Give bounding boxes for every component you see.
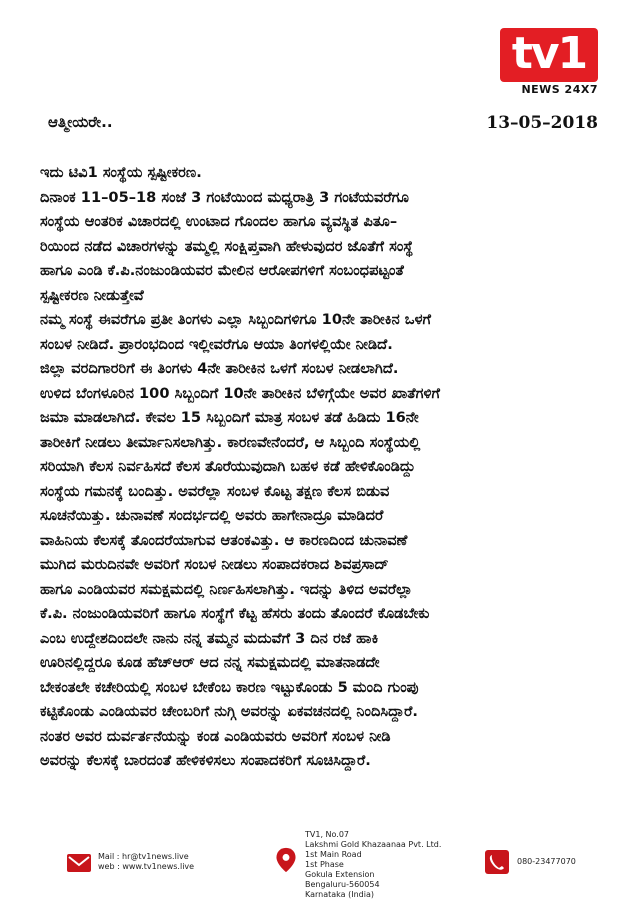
body-line: ಸಂಬಳ ನೀಡಿದೆ. ಪ್ರಾರಂಭದಿಂದ ಇಲ್ಲೀವರೆಗೂ ಆಯಾ ತಿಂಗಳಲ್ಲಿಯೇ ನೀಡಿದೆ. bbox=[40, 335, 393, 353]
logo-red-box bbox=[500, 28, 598, 82]
body-line: ಹಾಗೂ ಎಂಡಿಯವರ ಸಮಕ್ಷಮದಲ್ಲಿ ನಿರ್ಣಹಿಸಲಾಗಿತ್ತು. ಇದನ್ನು ತಿಳಿದ ಅವರೆಲ್ಲಾ bbox=[40, 580, 413, 598]
body-line: ವಾಹಿನಿಯ ಕೆಲಸಕ್ಕೆ ತೊಂದರೆಯಾಗುವ ಆತಂಕವಿತ್ತು. ಆ ಕಾರಣದಿಂದ ಚುನಾವಣೆ bbox=[40, 531, 408, 549]
body-line: ಜಿಲ್ಲಾ ವರದಿಗಾರರಿಗೆ ಈ ತಿಂಗಳು 4ನೇ ತಾರೀಕಿನ ಒಳಗೆ ಸಂಬಳ ನೀಡಲಾಗಿದೆ. bbox=[40, 360, 399, 377]
logo-tagline: NEWS 24X7 bbox=[521, 83, 598, 96]
tv1-logo bbox=[500, 28, 598, 98]
body-line: ಸಂಸ್ಥೆಯ ಗಮನಕ್ಕೆ ಬಂದಿತ್ತು. ಅವರೆಲ್ಲಾ ಸಂಬಳ ಕೊಟ್ಟ ತಕ್ಷಣ ಕೆಲಸ ಬಿಡುವ bbox=[40, 482, 390, 500]
body-line: ಮುಗಿದ ಮರುದಿನವೇ ಅವರಿಗೆ ಸಂಬಳ ನೀಡಲು ಸಂಪಾದಕರಾದ ಶಿವಪ್ರಸಾದ್ bbox=[40, 556, 389, 573]
footer-contact bbox=[98, 852, 194, 872]
body-line: ಉಳಿದ ಬೆಂಗಳೂರಿನ 100 ಸಿಬ್ಬಂದಿಗೆ 10ನೇ ತಾರೀಕಿನ ಬೆಳಿಗ್ಗೆಯೇ ಅವರ ಖಾತೆಗಳಿಗೆ bbox=[40, 384, 440, 402]
address-line: 1st Phase bbox=[305, 860, 344, 869]
letter-body bbox=[40, 161, 605, 774]
address-line: TV1, No.07 bbox=[305, 830, 349, 839]
body-line: ಜಮಾ ಮಾಡಲಾಗಿದೆ. ಕೇವಲ 15 ಸಿಬ್ಬಂದಿಗೆ ಮಾತ್ರ ಸಂಬಳ ತಡೆ ಹಿಡಿದು 16ನೇ bbox=[40, 409, 419, 426]
body-line: ನಂತರ ಅವರ ದುರ್ವರ್ತನೆಯನ್ನು ಕಂಡ ಎಂಡಿಯವರು ಅವರಿಗೆ ಸಂಬಳ ನೀಡಿ bbox=[40, 727, 391, 745]
footer-address bbox=[305, 830, 441, 900]
body-line: ಹಾಗೂ ಎಂಡಿ ಕೆ.ಪಿ.ನಂಜುಂಡಿಯವರ ಮೇಲಿನ ಆರೋಪಗಳಿಗೆ ಸಂಬಂಧಪಟ್ಟಂತೆ bbox=[40, 262, 404, 279]
body-line: ಊರಿನಲ್ಲಿದ್ದರೂ ಕೂಡ ಹೆಚ್‌ಆರ್ ಆದ ನನ್ನ ಸಮಕ್ಷಮದಲ್ಲಿ ಮಾತನಾಡದೇ bbox=[40, 654, 380, 671]
logo-brand: tv1 bbox=[511, 28, 587, 79]
address-line: 1st Main Road bbox=[305, 850, 362, 859]
address-line: Bengaluru-560054 bbox=[305, 880, 380, 889]
address-line: Lakshmi Gold Khazaanaa Pvt. Ltd. bbox=[305, 840, 442, 849]
address-line: Karnataka (India) bbox=[305, 890, 374, 899]
body-line: ಅವರನ್ನು ಕೆಲಸಕ್ಕೆ ಬಾರದಂತೆ ಹೇಳಿಕಳಿಸಲು ಸಂಪಾದಕರಿಗೆ ಸೂಚಿಸಿದ್ದಾರೆ. bbox=[40, 752, 371, 769]
body-line: ಸರಿಯಾಗಿ ಕೆಲಸ ನಿರ್ವಹಿಸದೆ ಕೆಲಸ ತೊರೆಯುವುದಾಗಿ ಬಹಳ ಕಡೆ ಹೇಳಿಕೊಂಡಿದ್ದು bbox=[40, 458, 416, 475]
mail-icon bbox=[66, 850, 92, 876]
letter-date: 13–05–2018 bbox=[486, 113, 598, 133]
body-line: ಕೆ.ಪಿ. ನಂಜುಂಡಿಯವರಿಗೆ ಹಾಗೂ ಸಂಸ್ಥೆಗೆ ಕೆಟ್ಟ ಹೆಸರು ತಂದು ತೊಂದರೆ ಕೊಡಬೇಕು bbox=[40, 605, 430, 622]
body-line: ರಿಯಿಂದ ನಡೆದ ವಿಚಾರಗಳನ್ನು ತಮ್ಮಲ್ಲಿ ಸಂಕ್ಷಿಪ್ತವಾಗಿ ಹೇಳುವುದರ ಜೊತೆಗೆ ಸಂಸ್ಥೆ bbox=[40, 237, 414, 255]
address-line: Gokula Extension bbox=[305, 870, 375, 879]
body-line: ನಮ್ಮ ಸಂಸ್ಥೆ ಈವರೆಗೂ ಪ್ರತೀ ತಿಂಗಳು ಎಲ್ಲಾ ಸಿಬ್ಬಂದಿಗಳಿಗೂ 10ನೇ ತಾರೀಕಿನ ಒಳಗೆ bbox=[40, 311, 431, 328]
location-pin-icon bbox=[273, 847, 299, 873]
body-line: ಬೇಕಂತಲೇ ಕಚೇರಿಯಲ್ಲಿ ಸಂಬಳ ಬೇಕೆಂಬ ಕಾರಣ ಇಟ್ಟುಕೊಂಡು 5 ಮಂದಿ ಗುಂಪು bbox=[40, 678, 419, 696]
phone-icon bbox=[484, 849, 510, 875]
body-line: ಸ್ಪಷ್ಟೀಕರಣ ನೀಡುತ್ತೇವೆ bbox=[40, 286, 144, 304]
body-line: ಎಂಬ ಉದ್ದೇಶದಿಂದಲೇ ನಾನು ನನ್ನ ತಮ್ಮನ ಮದುವೆಗೆ 3 ದಿನ ರಜೆ ಹಾಕಿ bbox=[40, 629, 379, 647]
salutation: ಆತ್ಮೀಯರೇ.. bbox=[48, 113, 113, 131]
body-line: ತಾರೀಕಿಗೆ ನೀಡಲು ತೀರ್ಮಾನಿಸಲಾಗಿತ್ತು. ಕಾರಣವೇನೆಂದರೆ, ಆ ಸಿಬ್ಬಂದಿ ಸಂಸ್ಥೆಯಲ್ಲಿ bbox=[40, 433, 421, 451]
body-line: ಸೂಚನೆಯಿತ್ತು. ಚುನಾವಣೆ ಸಂದರ್ಭದಲ್ಲಿ ಅವರು ಹಾಗೇನಾದ್ರೂ ಮಾಡಿದರೆ bbox=[40, 507, 384, 524]
body-line: ಸಂಸ್ಥೆಯ ಆಂತರಿಕ ವಿಚಾರದಲ್ಲಿ ಉಂಟಾದ ಗೊಂದಲ ಹಾಗೂ ವ್ಯವಸ್ಥಿತ ಪಿತೂ– bbox=[40, 213, 398, 230]
footer bbox=[0, 826, 640, 905]
body-line: ಇದು ಟಿವಿ1 ಸಂಸ್ಥೆಯ ಸ್ಪಷ್ಟೀಕರಣ. bbox=[40, 164, 202, 181]
web-address[interactable]: web : www.tv1news.live bbox=[98, 862, 195, 871]
mail-address[interactable]: Mail : hr@tv1news.live bbox=[98, 852, 189, 861]
body-line: ದಿನಾಂಕ 11–05–18 ಸಂಜೆ 3 ಗಂಟೆಯಿಂದ ಮಧ್ಯರಾತ್ರಿ 3 ಗಂಟೆಯವರೆಗೂ bbox=[40, 188, 409, 206]
body-line: ಕಟ್ಟಿಕೊಂಡು ಎಂಡಿಯವರ ಚೇಂಬರಿಗೆ ನುಗ್ಗಿ ಅವರನ್ನು ಏಕವಚನದಲ್ಲಿ ನಿಂದಿಸಿದ್ದಾರೆ. bbox=[40, 703, 418, 720]
phone-number[interactable]: 080-23477070 bbox=[517, 857, 576, 866]
